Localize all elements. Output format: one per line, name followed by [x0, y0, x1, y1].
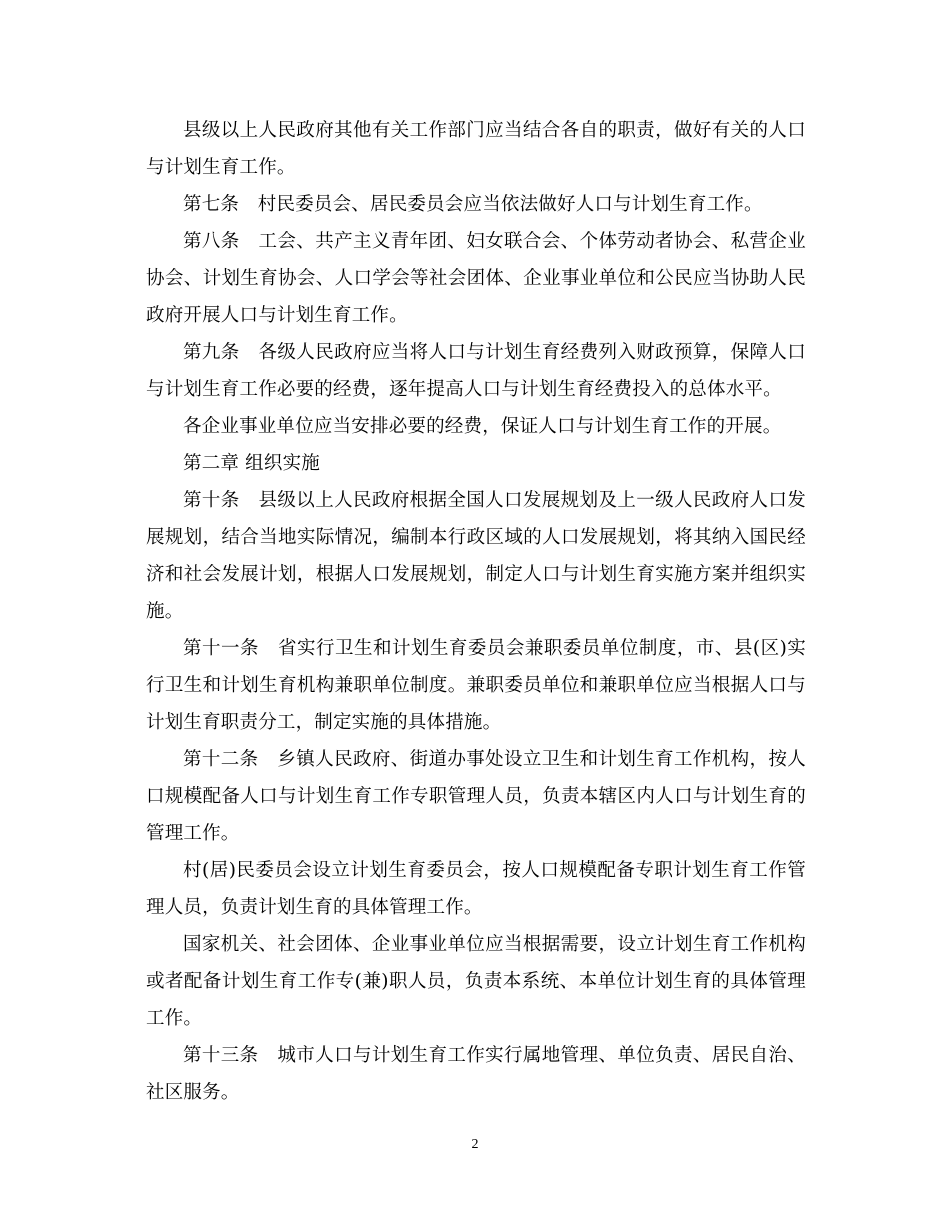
- article-10-paragraph: 第十条 县级以上人民政府根据全国人口发展规划及上一级人民政府人口发展规划，结合当地实际情况，编制本行政区域的人口发展规划，将其纳入国民经济和社会发展计划，根据人口发展规划，制定人口与计划生育实施方案并组织实施。: [146, 490, 806, 622]
- document-body: [146, 112, 806, 1111]
- paragraph: 国家机关、社会团体、企业事业单位应当根据需要，设立计划生育工作机构或者配备计划生育工作专(兼)职人员，负责本系统、本单位计划生育的具体管理工作。: [146, 934, 806, 1029]
- article-8-paragraph: 第八条 工会、共产主义青年团、妇女联合会、个体劳动者协会、私营企业协会、计划生育协会、人口学会等社会团体、企业事业单位和公民应当协助人民政府开展人口与计划生育工作。: [146, 231, 806, 326]
- article-9-paragraph: 第九条 各级人民政府应当将人口与计划生育经费列入财政预算，保障人口与计划生育工作必要的经费，逐年提高人口与计划生育经费投入的总体水平。: [146, 342, 806, 400]
- paragraph: 村(居)民委员会设立计划生育委员会，按人口规模配备专职计划生育工作管理人员，负责计划生育的具体管理工作。: [146, 860, 806, 918]
- article-12-paragraph: 第十二条 乡镇人民政府、街道办事处设立卫生和计划生育工作机构，按人口规模配备人口与计划生育工作专职管理人员，负责本辖区内人口与计划生育的管理工作。: [146, 749, 806, 844]
- chapter-heading: 第二章 组织实施: [183, 453, 320, 474]
- article-7-paragraph: 第七条 村民委员会、居民委员会应当依法做好人口与计划生育工作。: [183, 194, 763, 215]
- article-11-paragraph: 第十一条 省实行卫生和计划生育委员会兼职委员单位制度，市、县(区)实行卫生和计划生育机构兼职单位制度。兼职委员单位和兼职单位应当根据人口与计划生育职责分工，制定实施的具体措施。: [146, 638, 806, 733]
- paragraph: 县级以上人民政府其他有关工作部门应当结合各自的职责，做好有关的人口与计划生育工作。: [146, 120, 806, 178]
- paragraph: 各企业事业单位应当安排必要的经费，保证人口与计划生育工作的开展。: [183, 416, 782, 437]
- article-13-paragraph: 第十三条 城市人口与计划生育工作实行属地管理、单位负责、居民自治、社区服务。: [146, 1045, 806, 1103]
- page-number: 2: [471, 1137, 479, 1152]
